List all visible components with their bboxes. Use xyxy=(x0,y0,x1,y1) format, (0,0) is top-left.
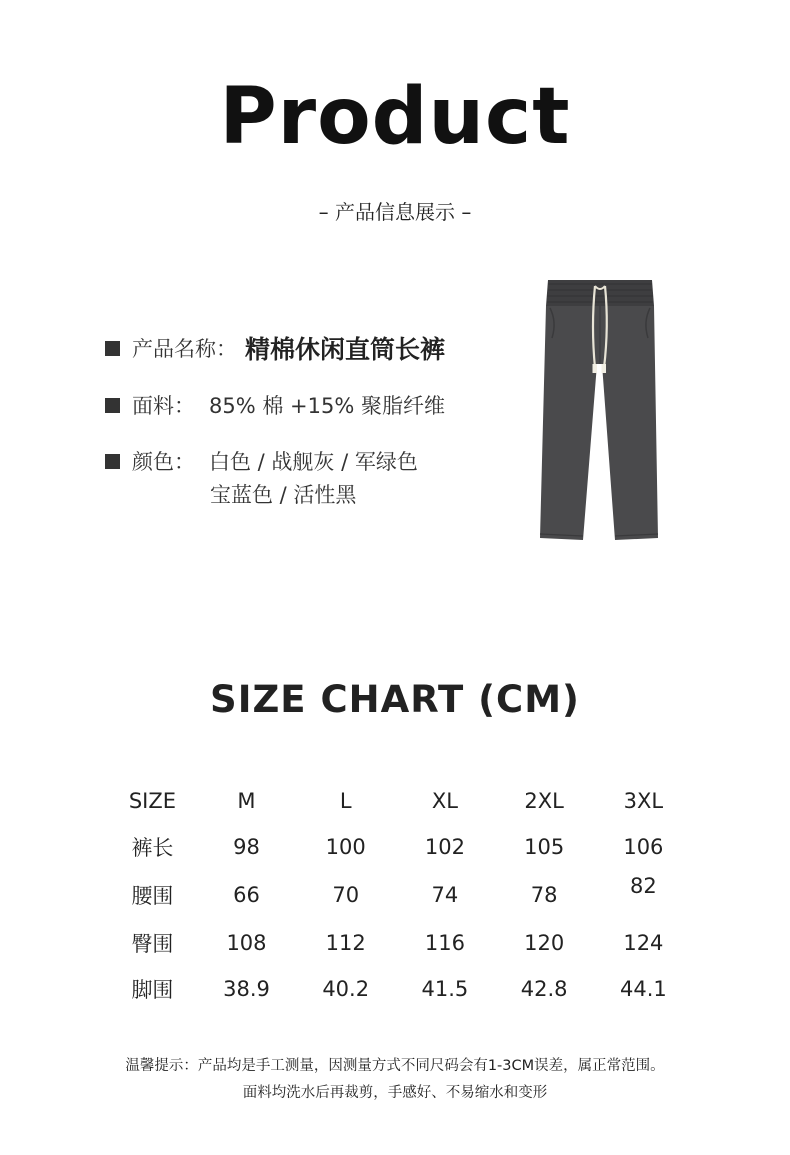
size-header-cell: L xyxy=(339,789,352,813)
fabric-row xyxy=(105,390,445,420)
fabric-label: 面料： xyxy=(132,394,195,418)
table-cell: 78 xyxy=(530,883,558,907)
pants-product-image xyxy=(535,276,665,546)
row-label: 脚围 xyxy=(131,978,174,1002)
size-header-cell: SIZE xyxy=(128,789,177,813)
table-cell: 105 xyxy=(524,835,565,859)
table-cell: 40.2 xyxy=(322,977,370,1001)
color-value-line2: 宝蓝色 / 活性黑 xyxy=(210,483,357,507)
table-cell: 66 xyxy=(233,883,260,907)
fabric-value: 85% 棉 +15% 聚脂纤维 xyxy=(209,394,445,418)
measurement-note: 温馨提示：产品均是手工测量，因测量方式不同尺码会有1-3CM误差，属正常范围。 xyxy=(125,1058,665,1074)
table-cell: 44.1 xyxy=(619,977,667,1001)
table-cell: 98 xyxy=(233,835,260,859)
color-label: 颜色： xyxy=(132,450,195,474)
table-cell: 108 xyxy=(226,931,267,955)
table-cell: 116 xyxy=(424,931,465,955)
size-header-cell: 3XL xyxy=(623,789,664,813)
table-cell: 74 xyxy=(431,883,459,907)
size-header-row xyxy=(108,778,693,824)
row-label: 臀围 xyxy=(131,932,174,956)
table-cell: 106 xyxy=(623,835,664,859)
table-row xyxy=(108,824,693,870)
color-value-line1: 白色 / 战舰灰 / 军绿色 xyxy=(209,450,418,474)
table-cell: 82 xyxy=(630,874,657,898)
table-row xyxy=(108,870,693,920)
page-subtitle: – 产品信息展示 – xyxy=(318,200,472,224)
square-bullet-icon xyxy=(105,454,120,469)
table-cell: 112 xyxy=(325,931,366,955)
table-cell: 120 xyxy=(524,931,565,955)
square-bullet-icon xyxy=(105,398,120,413)
product-name-label: 产品名称： xyxy=(132,337,237,361)
size-header-cell: M xyxy=(237,789,256,813)
table-row xyxy=(108,920,693,966)
table-cell: 102 xyxy=(424,835,465,859)
product-name-value: 精棉休闲直筒长裤 xyxy=(245,335,446,364)
row-label: 腰围 xyxy=(131,884,174,908)
square-bullet-icon xyxy=(105,341,120,356)
color-row xyxy=(105,446,418,476)
table-cell: 100 xyxy=(325,835,366,859)
row-label: 裤长 xyxy=(131,836,174,860)
size-header-cell: XL xyxy=(431,789,458,813)
size-chart-table xyxy=(108,778,693,1012)
table-cell: 38.9 xyxy=(223,977,270,1001)
size-header-cell: 2XL xyxy=(524,789,564,813)
fabric-note: 面料均洗水后再裁剪，手感好、不易缩水和变形 xyxy=(242,1085,548,1101)
table-row xyxy=(108,966,693,1012)
pants-icon xyxy=(535,276,665,546)
table-cell: 124 xyxy=(623,931,664,955)
size-chart-title: SIZE CHART (CM) xyxy=(210,678,580,721)
table-cell: 41.5 xyxy=(421,977,469,1001)
table-cell: 42.8 xyxy=(520,977,568,1001)
table-cell: 70 xyxy=(332,883,360,907)
page-title: Product xyxy=(219,72,571,162)
product-name-row xyxy=(105,330,445,366)
